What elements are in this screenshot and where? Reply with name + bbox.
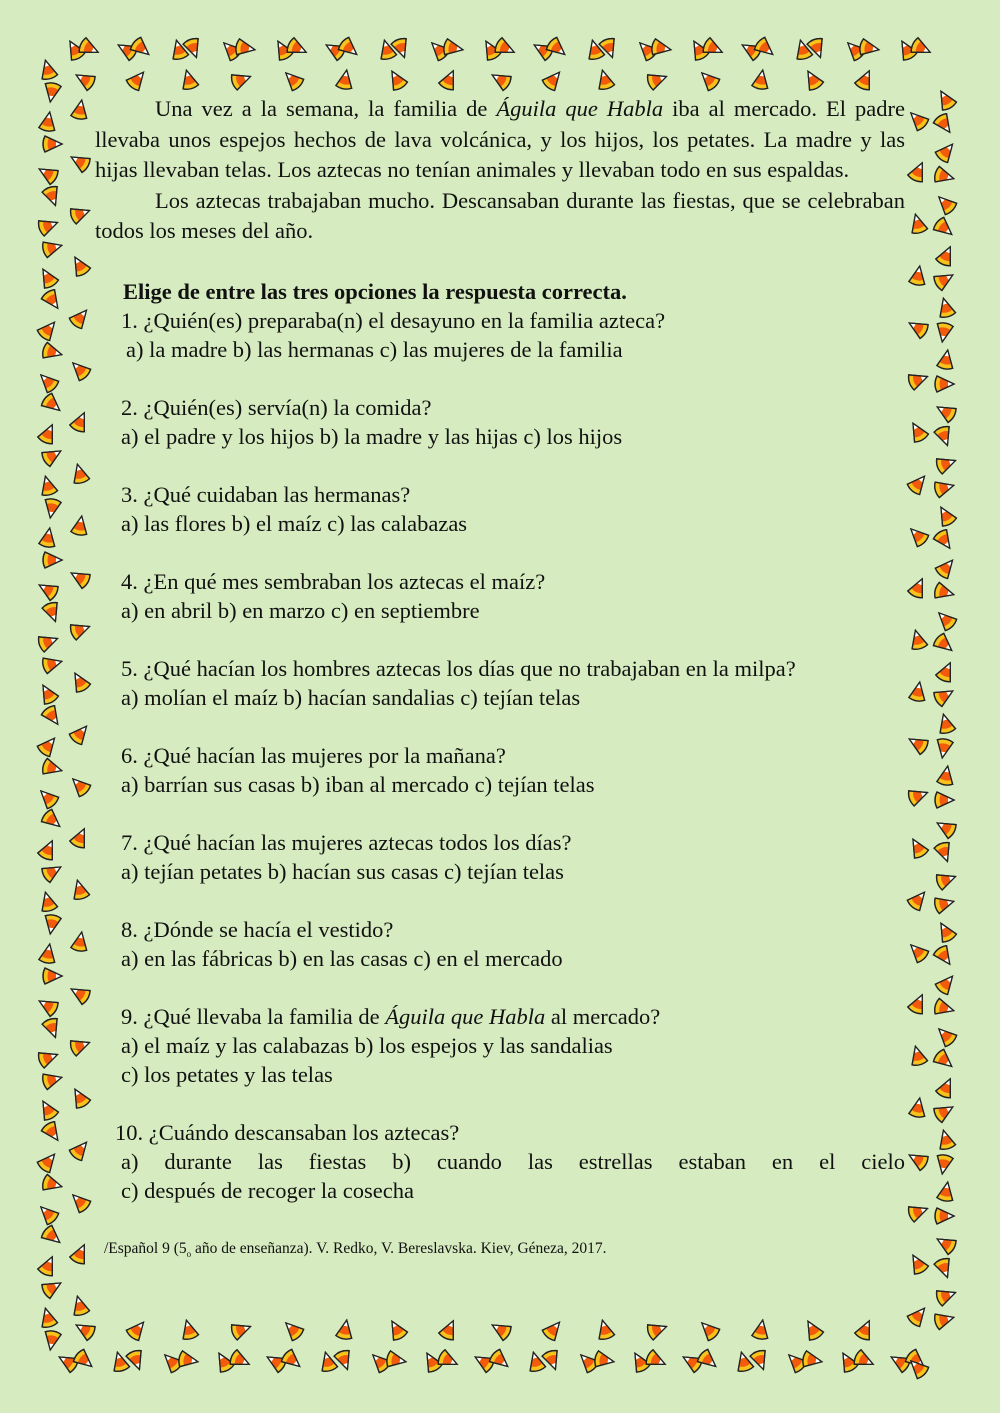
candy-corn-icon — [907, 576, 930, 600]
question-text: 5. ¿Qué hacían los hombres aztecas los días que no trabajaban en la milpa? — [121, 655, 796, 681]
candy-corn-icon — [934, 738, 953, 759]
candy-corn-icon — [71, 515, 90, 536]
candy-corn-icon — [934, 139, 958, 164]
candy-corn-icon — [35, 1201, 60, 1226]
candy-corn-icon — [125, 1317, 149, 1342]
candy-corn-icon — [907, 369, 930, 391]
candy-corn-icon — [67, 773, 92, 798]
candy-corn-icon — [854, 1318, 877, 1342]
question-text: 7. ¿Qué hacían las mujeres aztecas todos los días? — [121, 829, 572, 855]
candy-corn-icon — [235, 39, 256, 58]
candy-corn-icon — [801, 1317, 824, 1341]
candy-corn-icon — [935, 1208, 954, 1224]
candy-corn-icon — [333, 1349, 355, 1372]
question-text: 2. ¿Quién(es) servía(n) la comida? — [121, 394, 432, 420]
candy-corn-icon — [43, 552, 62, 568]
candy-corn-icon — [68, 253, 91, 277]
text: al mercado? — [545, 1003, 661, 1029]
candy-corn-icon — [37, 631, 60, 653]
candy-corn-icon — [42, 498, 61, 519]
candy-corn-icon — [937, 1181, 956, 1202]
candy-corn-icon — [934, 919, 957, 943]
candy-corn-icon — [72, 1348, 97, 1372]
candy-corn-icon — [230, 69, 253, 91]
candy-corn-icon — [936, 296, 956, 318]
text: Una vez a la semana, la familia de — [155, 96, 497, 121]
candy-corn-icon — [932, 528, 956, 553]
candy-corn-icon — [909, 681, 928, 702]
candy-corn-icon — [110, 1350, 130, 1372]
candy-corn-icon — [68, 669, 91, 693]
candy-corn-icon — [541, 1349, 563, 1372]
candy-corn-icon — [935, 792, 954, 808]
candy-corn-icon — [906, 419, 929, 443]
candy-corn-icon — [933, 582, 955, 602]
candy-corn-icon — [230, 1319, 253, 1341]
candy-corn-icon — [35, 785, 60, 810]
candy-corn-icon — [42, 914, 61, 935]
question-text: 8. ¿Dónde se hacía el vestido? — [121, 916, 394, 942]
candy-corn-icon — [40, 704, 64, 729]
candy-corn-icon — [36, 1097, 59, 1121]
candy-corn-icon — [67, 357, 92, 382]
candy-corn-icon — [749, 1349, 771, 1372]
candy-corn-icon — [36, 733, 60, 758]
answer-options: a) el maíz y las calabazas b) los espejos y las sandalias — [121, 1032, 613, 1058]
candy-corn-icon — [905, 523, 930, 548]
candy-corn-icon — [37, 838, 60, 862]
question-text: 3. ¿Qué cuidaban las hermanas? — [121, 481, 411, 507]
question-2 — [121, 393, 905, 451]
candy-corn-icon — [696, 1348, 721, 1372]
instructions-heading: Elige de entre las tres opciones la respuesta correcta. — [123, 278, 627, 304]
candy-corn-icon — [908, 628, 928, 650]
candy-corn-icon — [42, 1330, 61, 1351]
candy-corn-icon — [40, 1276, 64, 1299]
candy-corn-icon — [933, 1023, 958, 1048]
candy-corn-icon — [932, 1100, 956, 1123]
candy-corn-icon — [35, 994, 59, 1017]
candy-corn-icon — [41, 342, 63, 362]
source-citation — [104, 1240, 607, 1259]
candy-corn-icon — [386, 1351, 407, 1370]
candy-corn-icon — [908, 212, 928, 234]
answer-options: a) barrían sus casas b) iban al mercado c) tejían telas — [121, 771, 595, 797]
candy-corn-icon — [932, 216, 957, 240]
question-5 — [121, 654, 905, 712]
candy-corn-icon — [39, 527, 58, 548]
candy-corn-icon — [72, 68, 96, 91]
candy-corn-icon — [336, 1319, 355, 1340]
answer-options: c) después de recoger la cosecha — [121, 1177, 414, 1203]
candy-corn-icon — [905, 316, 929, 339]
candy-corn-icon — [38, 58, 58, 80]
candy-corn-icon — [318, 1350, 338, 1372]
candy-corn-icon — [41, 238, 63, 258]
candy-corn-icon — [935, 1076, 958, 1100]
candy-corn-icon — [72, 1318, 96, 1341]
candy-corn-icon — [933, 191, 958, 216]
candy-corn-icon — [933, 166, 955, 186]
candy-corn-icon — [907, 992, 930, 1016]
question-text: 6. ¿Qué hacían las mujeres por la mañana? — [121, 742, 506, 768]
candy-corn-icon — [35, 578, 59, 601]
candy-corn-icon — [852, 1349, 876, 1372]
candy-corn-icon — [38, 474, 58, 496]
candy-corn-icon — [69, 410, 92, 434]
candy-corn-icon — [933, 1232, 957, 1255]
candy-corn-icon — [752, 1319, 771, 1340]
candy-corn-icon — [228, 1349, 252, 1372]
candy-corn-icon — [935, 244, 958, 268]
candy-corn-icon — [934, 1154, 953, 1175]
candy-corn-icon — [67, 150, 91, 173]
candy-corn-icon — [70, 1294, 90, 1316]
candy-corn-icon — [38, 1306, 58, 1328]
candy-corn-icon — [69, 203, 92, 225]
candy-corn-icon — [36, 1149, 60, 1174]
candy-corn-icon — [69, 826, 92, 850]
candy-corn-icon — [696, 67, 721, 92]
candy-corn-icon — [933, 816, 957, 839]
candy-corn-icon — [734, 1350, 754, 1372]
candy-corn-icon — [906, 471, 930, 496]
candy-corn-icon — [71, 99, 90, 120]
candy-corn-icon — [436, 1349, 460, 1372]
candy-corn-icon — [35, 369, 60, 394]
answer-options: c) los petates y las telas — [121, 1061, 333, 1087]
candy-corn-icon — [36, 681, 59, 705]
answer-options: a) durante las fiestas b) cuando las estrellas estaban en el cielo — [121, 1148, 905, 1174]
candy-corn-icon — [937, 765, 956, 786]
candy-corn-icon — [69, 619, 92, 641]
candy-corn-icon — [280, 67, 305, 92]
story-paragraph-2: Los aztecas trabajaban mucho. Descansaban durante las fiestas, que se celebraban todos los meses del año. — [95, 187, 905, 243]
candy-corn-icon — [40, 860, 64, 883]
candy-corn-icon — [935, 376, 954, 392]
candy-corn-icon — [935, 453, 958, 475]
candy-corn-icon — [37, 215, 60, 237]
candy-corn-icon — [69, 1242, 92, 1266]
candy-corn-icon — [933, 607, 958, 632]
candy-corn-icon — [36, 265, 59, 289]
candy-corn-icon — [42, 82, 61, 103]
candy-corn-icon — [40, 392, 65, 416]
candy-corn-icon — [935, 660, 958, 684]
candy-corn-icon — [41, 601, 63, 624]
candy-corn-icon — [67, 566, 91, 589]
candy-corn-icon — [932, 684, 956, 707]
question-6 — [121, 741, 905, 799]
candy-corn-icon — [859, 39, 880, 58]
candy-corn-icon — [801, 67, 824, 91]
candy-corn-icon — [934, 503, 957, 527]
text: año de enseñanza). V. Redko, V. Bereslavska. Kiev, Géneza, 2017. — [191, 1240, 607, 1257]
answer-options: a) la madre b) las hermanas c) las mujeres de la familia — [126, 336, 623, 362]
candy-corn-icon — [907, 160, 930, 184]
candy-corn-icon — [67, 982, 91, 1005]
candy-corn-icon — [905, 107, 930, 132]
candy-corn-icon — [933, 400, 957, 423]
candy-corn-icon — [594, 1351, 615, 1370]
question-9 — [121, 1002, 905, 1089]
candy-corn-icon — [37, 1254, 60, 1278]
candy-corn-icon — [933, 478, 955, 498]
candy-corn-icon — [932, 268, 956, 291]
candy-corn-icon — [68, 1085, 91, 1109]
candy-corn-icon — [932, 112, 956, 137]
candy-corn-icon — [488, 1318, 512, 1341]
candy-corn-icon — [40, 288, 64, 313]
answer-options: a) molían el maíz b) hacían sandalias c) tejían telas — [121, 684, 581, 710]
worksheet-body — [95, 94, 905, 1234]
text: /Español 9 (5 — [104, 1240, 187, 1257]
candy-corn-icon — [934, 971, 958, 996]
answer-options: a) las flores b) el maíz c) las calabazas — [121, 510, 468, 536]
candy-corn-icon — [179, 1318, 199, 1340]
candy-corn-icon — [651, 39, 672, 58]
candy-corn-icon — [41, 758, 63, 778]
candy-corn-icon — [488, 1348, 513, 1372]
answer-options: a) tejían petates b) hacían sus casas c) tejían telas — [121, 858, 564, 884]
candy-corn-icon — [43, 136, 62, 152]
candy-corn-icon — [70, 878, 90, 900]
candy-corn-icon — [595, 1318, 615, 1340]
candy-corn-icon — [67, 1189, 92, 1214]
candy-corn-icon — [933, 998, 955, 1018]
candy-corn-icon — [125, 1349, 147, 1372]
candy-corn-icon — [909, 1097, 928, 1118]
candy-corn-icon — [336, 69, 355, 90]
candy-corn-icon — [443, 39, 464, 58]
candy-corn-icon — [646, 69, 669, 91]
candy-corn-icon — [906, 887, 930, 912]
candy-corn-icon — [385, 67, 408, 91]
question-10 — [115, 1118, 905, 1205]
question-text — [121, 1004, 660, 1029]
candy-corn-icon — [438, 68, 461, 92]
candy-corn-icon — [932, 944, 956, 969]
candy-corn-icon — [41, 1174, 63, 1194]
candy-corn-icon — [906, 835, 929, 859]
candy-corn-icon — [385, 1317, 408, 1341]
candy-corn-icon — [933, 894, 955, 914]
candy-corn-icon — [541, 1317, 565, 1342]
question-3 — [121, 480, 905, 538]
question-text: 10. ¿Cuándo descansaban los aztecas? — [115, 1119, 460, 1145]
candy-corn-icon — [39, 111, 58, 132]
candy-corn-icon — [280, 1317, 305, 1342]
candy-corn-icon — [933, 841, 955, 864]
candy-corn-icon — [41, 1070, 63, 1090]
candy-corn-icon — [36, 317, 60, 342]
text: 9. ¿Qué llevaba la familia de — [121, 1003, 386, 1029]
name-italic: Águila que Habla — [496, 96, 664, 121]
question-text: 4. ¿En qué mes sembraban los aztecas el maíz? — [121, 568, 546, 594]
question-text: 1. ¿Quién(es) preparaba(n) el desayuno en la familia azteca? — [121, 307, 666, 333]
candy-corn-icon — [40, 444, 64, 467]
candy-corn-icon — [488, 68, 512, 91]
candy-corn-icon — [37, 422, 60, 446]
candy-corn-icon — [35, 162, 59, 185]
candy-corn-icon — [905, 732, 929, 755]
candy-corn-icon — [40, 1224, 65, 1248]
candy-corn-icon — [39, 943, 58, 964]
candy-corn-icon — [280, 1348, 305, 1372]
candy-corn-icon — [41, 654, 63, 674]
candy-corn-icon — [933, 1310, 955, 1330]
candy-corn-icon — [70, 462, 90, 484]
candy-corn-icon — [935, 869, 958, 891]
candy-corn-icon — [41, 1017, 63, 1040]
candy-corn-icon — [178, 1351, 199, 1370]
candy-corn-icon — [936, 712, 956, 734]
candy-corn-icon — [43, 968, 62, 984]
candy-corn-icon — [934, 87, 957, 111]
candy-corn-icon — [696, 1317, 721, 1342]
candy-corn-icon — [646, 1319, 669, 1341]
candy-corn-icon — [933, 1257, 955, 1280]
candy-corn-icon — [41, 185, 63, 208]
name-italic: Águila que Habla — [385, 1003, 546, 1029]
candy-corn-icon — [937, 349, 956, 370]
story-paragraph-1 — [95, 94, 905, 186]
candy-corn-icon — [40, 1120, 64, 1145]
candy-corn-icon — [68, 1137, 92, 1162]
candy-corn-icon — [906, 1251, 929, 1275]
answer-options: a) el padre y los hijos b) la madre y las hijas c) los hijos — [121, 423, 623, 449]
candy-corn-icon — [541, 67, 565, 92]
candy-corn-icon — [908, 1044, 928, 1066]
candy-corn-icon — [905, 1148, 929, 1171]
candy-corn-icon — [38, 890, 58, 912]
candy-corn-icon — [907, 785, 930, 807]
candy-corn-icon — [40, 808, 65, 832]
question-1 — [121, 306, 905, 364]
candy-corn-icon — [644, 1349, 668, 1372]
question-8 — [121, 915, 905, 973]
candy-corn-icon — [934, 322, 953, 343]
candy-corn-icon — [905, 939, 930, 964]
text: o — [186, 1249, 192, 1260]
candy-corn-icon — [933, 425, 955, 448]
candy-corn-icon — [752, 69, 771, 90]
question-4 — [121, 567, 905, 625]
candy-corn-icon — [71, 931, 90, 952]
candy-corn-icon — [69, 1035, 92, 1057]
candy-corn-icon — [526, 1350, 546, 1372]
candy-corn-icon — [125, 67, 149, 92]
candy-corn-icon — [932, 632, 957, 656]
candy-corn-icon — [907, 1201, 930, 1223]
candy-corn-icon — [179, 68, 199, 90]
candy-corn-icon — [68, 721, 92, 746]
candy-corn-icon — [37, 1047, 60, 1069]
candy-corn-icon — [932, 1048, 957, 1072]
candy-corn-icon — [906, 1303, 930, 1328]
answer-options: a) en abril b) en marzo c) en septiembre — [121, 597, 480, 623]
candy-corn-icon — [934, 555, 958, 580]
answer-options: a) en las fábricas b) en las casas c) en el mercado — [121, 945, 563, 971]
candy-corn-icon — [936, 1128, 956, 1150]
question-7 — [121, 828, 905, 886]
candy-corn-icon — [854, 68, 877, 92]
candy-corn-icon — [68, 305, 92, 330]
candy-corn-icon — [909, 265, 928, 286]
candy-corn-icon — [595, 68, 615, 90]
candy-corn-icon — [438, 1318, 461, 1342]
text: iba al mercado. El padre llevaba unos espejos hechos de lava volcánica, y los hijos, los petates. La madre y las hijas llevaban telas. Los aztecas no tenían animales y llevaban todo en sus espaldas. — [95, 96, 906, 182]
candy-corn-icon — [935, 1285, 958, 1307]
candy-corn-icon — [802, 1351, 823, 1370]
